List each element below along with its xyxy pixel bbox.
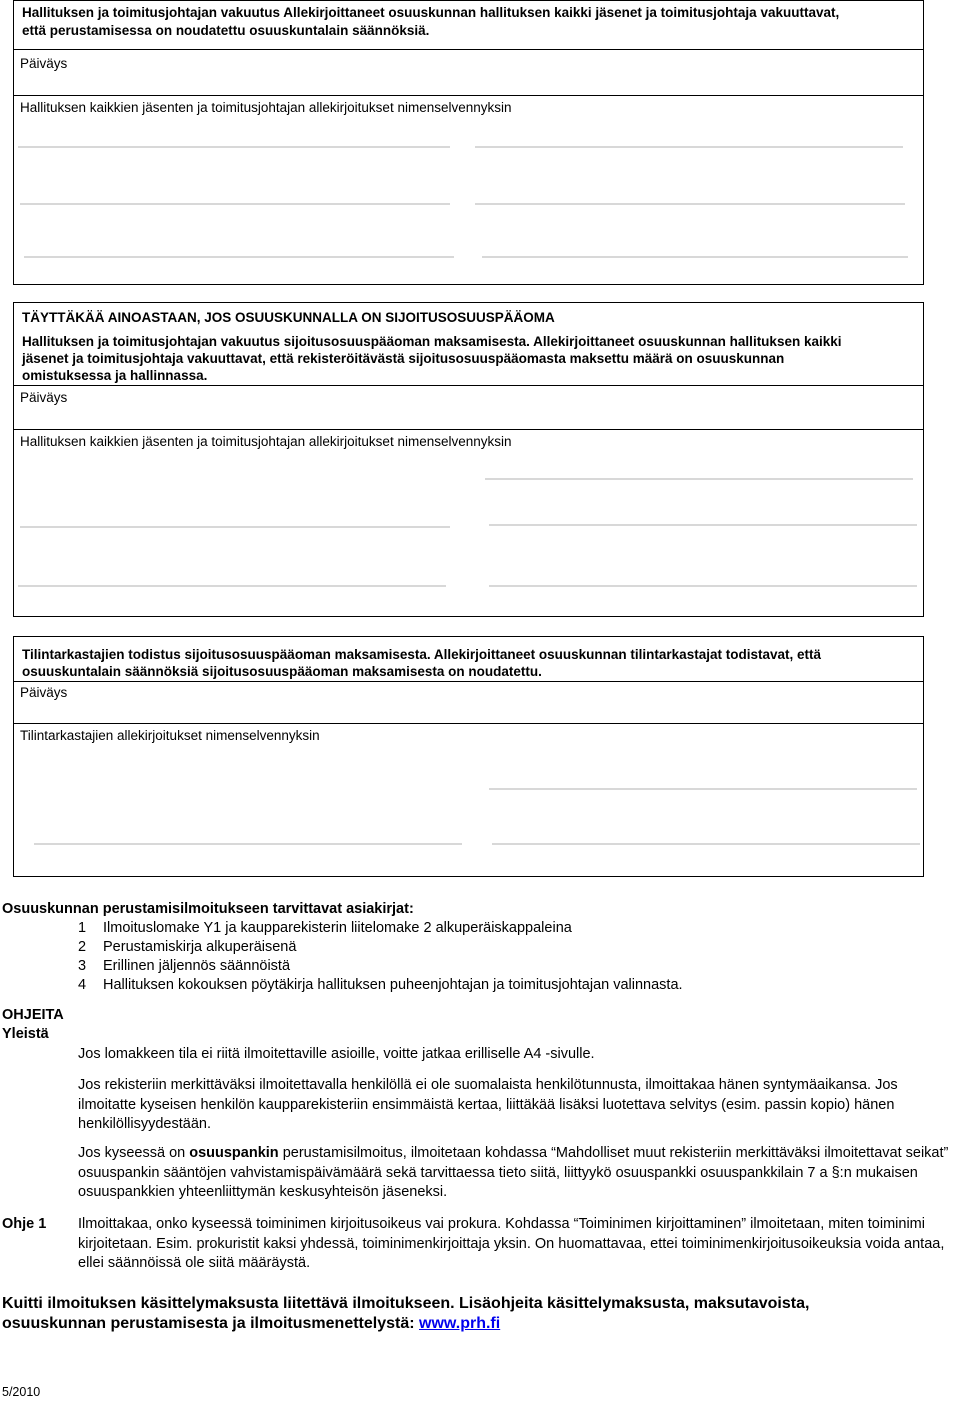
board-declaration-title: Hallituksen ja toimitusjohtajan vakuutus bbox=[22, 5, 281, 20]
investment-capital-box bbox=[13, 302, 924, 617]
date-row-divider bbox=[14, 385, 923, 386]
instructions-paragraph: Jos kyseessä on osuuspankin perustamisilmoitus, ilmoitetaan kohdassa “Mahdolliset muut rekisteriin merkittäväksi ilmoitettavat seikat” osuuspankin sääntöjen vahvistamispäivämäärä sekä tarvittaessa tieto siitä, liittyykö osuuspankki osuuspankkilain 7 a §:n mukaisen osuuspankkien yhteenliittymän keskusyhteisön jäseneksi. bbox=[78, 1145, 949, 1200]
instructions-general-label: Yleistä bbox=[2, 1026, 49, 1042]
board-declaration-text: Allekirjoittaneet osuuskunnan hallituksen kaikki jäsenet ja toimitusjohtaja vakuuttavat, bbox=[280, 5, 840, 20]
date-field[interactable] bbox=[14, 429, 923, 430]
auditor-signatures-label: Tilintarkastajien allekirjoitukset nimenselvennyksin bbox=[20, 728, 320, 743]
receipt-notice-line1: Kuitti ilmoituksen käsittelymaksusta liitettävä ilmoitukseen. Lisäohjeita käsittelymaksusta, maksutavoista, bbox=[2, 1295, 810, 1312]
instructions-heading: OHJEITA bbox=[2, 1007, 64, 1023]
signature-line[interactable] bbox=[489, 585, 917, 587]
signature-line[interactable] bbox=[20, 203, 450, 205]
date-field[interactable] bbox=[14, 723, 923, 724]
instructions-paragraph: Jos lomakkeen tila ei riitä ilmoitettaville asioille, voitte jatkaa erilliselle A4 -sivulle. bbox=[78, 1046, 595, 1062]
attachments-heading: Osuuskunnan perustamisilmoitukseen tarvittavat asiakirjat: bbox=[2, 901, 414, 917]
signature-line[interactable] bbox=[492, 843, 920, 845]
auditor-statement-line2: osuuskuntalain säännöksiä sijoitusosuuspääoman maksamisesta on noudatettu. bbox=[22, 664, 542, 679]
attachment-item: 3 Erillinen jäljennös säännöistä bbox=[78, 958, 291, 974]
signature-line[interactable] bbox=[482, 256, 908, 258]
date-field[interactable] bbox=[14, 95, 923, 96]
date-label: Päiväys bbox=[20, 56, 68, 71]
guide1-text: Ilmoittakaa, onko kyseessä toiminimen kirjoitusoikeus vai prokura. Kohdassa “Toiminimen kirjoittaminen” ilmoitetaan, miten toiminimi kirjoitetaan. Esim. prokuristit kaksi yhdessä, toiminimenkirjoittaja yksin. On huomattavaa, ettei toiminimenkirjoitusoikeuksia voida antaa, ellei säännöissä ole siitä määräystä. bbox=[78, 1216, 945, 1271]
prh-website-link[interactable]: www.prh.fi bbox=[419, 1315, 501, 1332]
signature-line[interactable] bbox=[20, 526, 450, 528]
investment-capital-line3: omistuksessa ja hallinnassa. bbox=[22, 368, 208, 383]
signature-line[interactable] bbox=[18, 585, 446, 587]
date-label: Päiväys bbox=[20, 685, 68, 700]
attachment-item: 4 Hallituksen kokouksen pöytäkirja hallituksen puheenjohtajan ja toimitusjohtajan valinnasta. bbox=[78, 977, 683, 993]
signatures-label: Hallituksen kaikkien jäsenten ja toimitusjohtajan allekirjoitukset nimenselvennyksin bbox=[20, 434, 512, 449]
signature-line[interactable] bbox=[24, 256, 454, 258]
investment-capital-line1: Hallituksen ja toimitusjohtajan vakuutus sijoitusosuuspääoman maksamisesta. Allekirjoittaneet osuuskunnan hallituksen kaikki bbox=[22, 334, 842, 349]
signatures-label: Hallituksen kaikkien jäsenten ja toimitusjohtajan allekirjoitukset nimenselvennyksin bbox=[20, 100, 512, 115]
date-row-divider bbox=[14, 681, 923, 682]
attachment-item: 2 Perustamiskirja alkuperäisenä bbox=[78, 939, 297, 955]
signature-line[interactable] bbox=[489, 788, 917, 790]
guide1-label: Ohje 1 bbox=[2, 1216, 47, 1232]
signature-line[interactable] bbox=[18, 146, 450, 148]
board-declaration-box bbox=[13, 0, 924, 285]
investment-capital-title: TÄYTTÄKÄÄ AINOASTAAN, JOS OSUUSKUNNALLA ON SIJOITUSOSUUSPÄÄOMA bbox=[22, 310, 555, 325]
date-row-divider bbox=[14, 49, 923, 50]
signature-line[interactable] bbox=[475, 146, 903, 148]
date-label: Päiväys bbox=[20, 390, 68, 405]
investment-capital-line2: jäsenet ja toimitusjohtaja vakuuttavat, että rekisteröitävästä sijoitusosuuspääomasta maksettu määrä on osuuskunnan bbox=[22, 351, 785, 366]
receipt-notice-line2: osuuskunnan perustamisesta ja ilmoitusmenettelystä: www.prh.fi bbox=[2, 1315, 501, 1332]
signature-line[interactable] bbox=[485, 478, 913, 480]
signature-line[interactable] bbox=[34, 843, 462, 845]
signature-line[interactable] bbox=[475, 203, 905, 205]
cooperative-bank-term: osuuspankin bbox=[189, 1145, 279, 1161]
board-declaration-line2: että perustamisessa on noudatettu osuuskuntalain säännöksiä. bbox=[22, 23, 430, 38]
attachment-item: 1 Ilmoituslomake Y1 ja kaupparekisterin liitelomake 2 alkuperäiskappaleina bbox=[78, 920, 572, 936]
form-version: 5/2010 bbox=[2, 1385, 41, 1399]
board-declaration-heading bbox=[22, 4, 839, 21]
signature-line[interactable] bbox=[489, 524, 917, 526]
instructions-paragraph: Jos rekisteriin merkittäväksi ilmoitettavalla henkilöllä ei ole suomalaista henkilötunnusta, ilmoittakaa hänen syntymäaikansa. Jos ilmoitatte kyseisen henkilön kaupparekisteriin ensimmäistä kertaa, liittäkää lisäksi luotettava selvitys (esim. passin kopio) hänen henkilöllisyydestään. bbox=[78, 1077, 898, 1132]
auditor-statement-box bbox=[13, 636, 924, 877]
auditor-statement-line1: Tilintarkastajien todistus sijoitusosuuspääoman maksamisesta. Allekirjoittaneet osuuskunnan tilintarkastajat todistavat, että bbox=[22, 647, 821, 662]
